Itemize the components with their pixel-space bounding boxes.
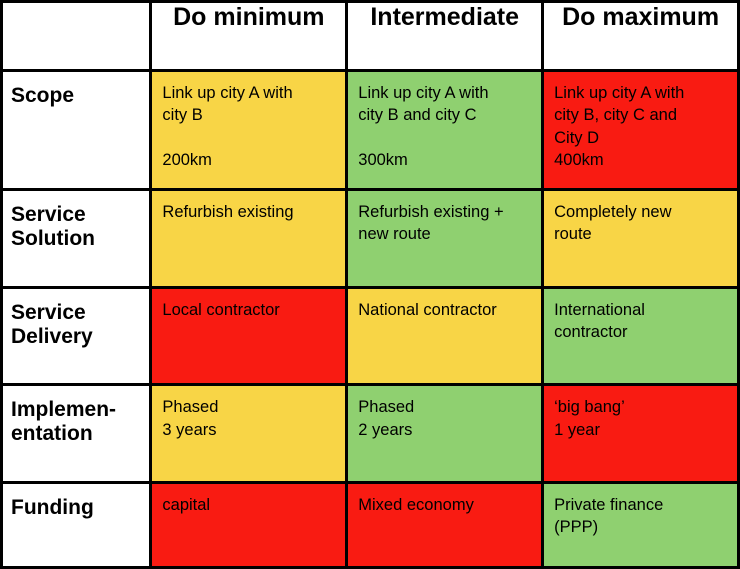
- cell-spacer: [358, 127, 531, 149]
- cell-line: 1 year: [554, 420, 600, 439]
- cell-line: 2 years: [358, 420, 413, 439]
- cell-service-solution-do-minimum: [151, 189, 347, 287]
- matrix-body: [2, 71, 739, 568]
- cell-line: City D: [554, 128, 600, 147]
- table-row: [2, 287, 739, 385]
- cell-line: Mixed economy: [358, 496, 474, 514]
- cell-funding-do-maximum: [543, 483, 739, 568]
- cell-line: Link up city A with: [358, 84, 489, 102]
- header-do-minimum: Do minimum: [151, 2, 347, 71]
- row-label-funding: [2, 483, 151, 568]
- cell-implementation-do-maximum: [543, 385, 739, 483]
- table-row: [2, 71, 739, 190]
- cell-line: Phased: [358, 398, 415, 417]
- cell-line: Refurbish existing: [162, 202, 294, 221]
- cell-funding-do-minimum: [151, 483, 347, 568]
- cell-line: contractor: [554, 322, 628, 341]
- row-label-line: Solution: [11, 227, 95, 251]
- cell-line: National contractor: [358, 300, 497, 319]
- cell-service-delivery-intermediate: [347, 287, 543, 385]
- cell-service-solution-do-maximum: [543, 189, 739, 287]
- cell-implementation-intermediate: [347, 385, 543, 483]
- row-label-line: Delivery: [11, 324, 93, 348]
- row-label-line: Service: [11, 202, 86, 226]
- cell-service-delivery-do-minimum: [151, 287, 347, 385]
- row-label-implementation: [2, 385, 151, 483]
- cell-line: new route: [358, 225, 431, 244]
- cell-spacer: [162, 127, 335, 149]
- cell-footer: 300km: [358, 150, 408, 169]
- cell-funding-intermediate: [347, 483, 543, 568]
- cell-implementation-do-minimum: [151, 385, 347, 483]
- row-label-line: Funding: [11, 496, 94, 519]
- cell-line: Private finance: [554, 496, 664, 514]
- cell-line: Local contractor: [162, 300, 280, 319]
- cell-line: city B and city C: [358, 106, 477, 125]
- cell-line: ‘big bang’: [554, 398, 625, 417]
- matrix-header: [2, 2, 739, 71]
- header-corner-cell: [2, 2, 151, 71]
- row-label-line: entation: [11, 422, 93, 446]
- cell-footer: 200km: [162, 150, 212, 169]
- row-label-scope: Scope: [2, 71, 151, 190]
- cell-line: International: [554, 300, 645, 319]
- cell-scope-intermediate: [347, 71, 543, 190]
- cell-line: city B: [162, 106, 203, 125]
- table-row: [2, 483, 739, 568]
- cell-line: Refurbish existing +: [358, 202, 504, 221]
- cell-service-delivery-do-maximum: [543, 287, 739, 385]
- cell-line: city B, city C and: [554, 106, 677, 125]
- cell-scope-do-minimum: [151, 71, 347, 190]
- row-label-service-delivery: [2, 287, 151, 385]
- cell-service-solution-intermediate: [347, 189, 543, 287]
- row-label-line: Implemen-: [11, 398, 117, 422]
- table-row: [2, 385, 739, 483]
- cell-line: (PPP): [554, 518, 599, 537]
- cell-line: route: [554, 225, 592, 244]
- cell-footer: 400km: [554, 150, 604, 169]
- cell-line: capital: [162, 496, 211, 514]
- header-row: [2, 2, 739, 71]
- cell-line: Link up city A with: [162, 84, 293, 102]
- cell-line: Link up city A with: [554, 84, 685, 102]
- header-intermediate: Intermediate: [347, 2, 543, 71]
- cell-line: 3 years: [162, 420, 217, 439]
- cell-scope-do-maximum: [543, 71, 739, 190]
- table-row: [2, 189, 739, 287]
- header-do-maximum: Do maximum: [543, 2, 739, 71]
- row-label-service-solution: [2, 189, 151, 287]
- cell-line: Phased: [162, 398, 219, 417]
- cell-line: Completely new: [554, 202, 672, 221]
- row-label-line: Service: [11, 300, 86, 324]
